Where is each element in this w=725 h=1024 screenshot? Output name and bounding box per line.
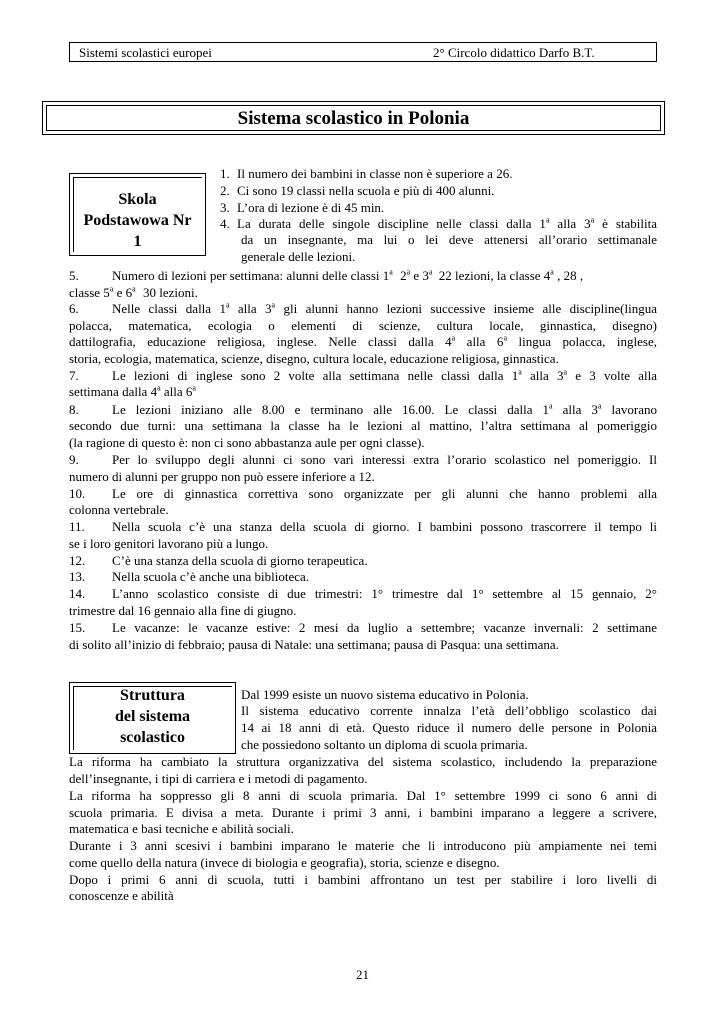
list-item: 8. Le lezioni iniziano alle 8.00 e terminano alle 16.00. Le classi dalla 1$^a$ alla 3$^a$ lavorano xyxy=(69,401,658,417)
school-box-line1: Skola xyxy=(118,191,157,208)
list-item: 4. La durata delle singole discipline nelle classi dalla 1$^a$ alla 3$^a$ è stabilita xyxy=(220,215,657,231)
list-item-cont: storia, ecologia, matematica, scienze, disegno, cultura locale, educazione religiosa, ginnastica. xyxy=(69,351,559,366)
body-line: scuola primaria. E divisa a meta. Durante i primi 3 anni, i bambini imparano a leggere a scrivere, xyxy=(69,805,657,820)
list-item-cont: dattilografia, educazione religiosa, inglese. Nelle classi dalla 4$^a$ alla 6$^a$ lingua polacca, inglese, xyxy=(69,333,658,349)
body-line: Durante i 3 anni scesivi i bambini imparano le materie che li introducono più ampiamente nei temi xyxy=(69,838,657,853)
list-item: 14. L’anno scolastico consiste di due trimestri: 1° trimestre dal 1° settembre al 15 gennaio, 2° xyxy=(69,586,657,601)
list-item: 12. C’è una stanza della scuola di giorno terapeutica. xyxy=(69,553,368,568)
structure-box-line2: del sistema xyxy=(114,708,191,725)
school-box xyxy=(69,173,206,256)
school-box-line3: 1 xyxy=(133,233,142,250)
list-item-cont: da un insegnante, ma lui o lei deve attenersi all’orario settimanale xyxy=(241,232,657,247)
list-item-cont: di solito all’inizio di febbraio; pausa di Natale: una settimana; pausa di Pasqua: una settimana. xyxy=(69,637,559,652)
page-title: Sistema scolastico in Polonia xyxy=(46,105,661,131)
intro-line: 14 ai 18 anni di età. Questo riduce il numero delle persone in Polonia xyxy=(241,720,657,735)
list-item: 6. Nelle classi dalla 1$^a$ alla 3$^a$ gli alunni hanno lezioni successive insieme alle discipline(lingua xyxy=(69,300,657,316)
school-box-line2: Podstawowa Nr xyxy=(83,212,192,229)
body-line: La riforma ha cambiato la struttura organizzativa del sistema scolastico, includendo la preparazione xyxy=(69,754,657,769)
intro-line: che possiedono soltanto un diploma di scuola primaria. xyxy=(241,737,528,752)
list-item: 13. Nella scuola c’è anche una biblioteca. xyxy=(69,569,310,584)
header-right: 2° Circolo didattico Darfo B.T. xyxy=(433,45,595,60)
list-item-cont: (la ragione di questo è: non ci sono abbastanza aule per ogni classe). xyxy=(69,435,425,450)
body-line: matematica e basi tecniche e abilità sociali. xyxy=(69,821,294,836)
list-item-cont: classe 5$^a$ e 6$^a$ 30 lezioni. xyxy=(69,284,198,300)
body-line: Dopo i primi 6 anni di scuola, tutti i bambini affrontano un test per stabilire i loro livelli di xyxy=(69,872,657,887)
list-item-cont: settimana dalla 4$^a$ alla 6$^a$ xyxy=(69,383,196,399)
page-number: 21 xyxy=(356,967,369,982)
structure-box xyxy=(69,682,236,754)
page-header xyxy=(69,42,657,62)
title-box xyxy=(42,101,665,135)
list-item-cont: polacca, matematica, ecologia o elementi di scienze, cultura locale, ginnastica, disegno) xyxy=(69,318,657,333)
list-item: 15. Le vacanze: le vacanze estive: 2 mesi da luglio a settembre; vacanze invernali: 2 settimane xyxy=(69,620,657,635)
list-item-cont: generale delle lezioni. xyxy=(241,249,356,264)
intro-line: Il sistema educativo corrente innalza l’età dell’obbligo scolastico dai xyxy=(241,703,657,718)
list-item: 1. Il numero dei bambini in classe non è superiore a 26. xyxy=(220,166,513,181)
list-item-cont: se i loro genitori lavorano più a lungo. xyxy=(69,536,269,551)
list-item: 3. L’ora di lezione è di 45 min. xyxy=(220,200,385,215)
intro-line: Dal 1999 esiste un nuovo sistema educativo in Polonia. xyxy=(241,687,529,702)
list-item: 2. Ci sono 19 classi nella scuola e più di 400 alunni. xyxy=(220,183,495,198)
body-line: conoscenze e abilità xyxy=(69,888,174,903)
list-item-cont: secondo due turni: una settimana la classe ha le lezioni al mattino, l’altra settimana al pomeriggio xyxy=(69,418,657,433)
body-line: dell’insegnante, i tipi di carriera e i metodi di pagamento. xyxy=(69,771,368,786)
structure-box-line3: scolastico xyxy=(120,729,185,746)
list-item: 9. Per lo sviluppo degli alunni ci sono vari interessi extra l’orario scolastico nel pomeriggio. Il xyxy=(69,452,657,467)
list-item-cont: numero di alunni per gruppo non può essere inferiore a 12. xyxy=(69,469,375,484)
list-item-cont: colonna vertebrale. xyxy=(69,502,169,517)
list-item-cont: trimestre dal 16 gennaio alla fine di giugno. xyxy=(69,603,297,618)
header-left: Sistemi scolastici europei xyxy=(79,45,212,60)
body-line: La riforma ha soppresso gli 8 anni di scuola primaria. Dal 1° settembre 1999 ci sono 6 anni di xyxy=(69,788,657,803)
list-item: 10. Le ore di ginnastica correttiva sono organizzate per gli alunni che hanno problemi alla xyxy=(69,486,657,501)
structure-box-line1: Struttura xyxy=(120,687,185,704)
list-item: 5. Numero di lezioni per settimana: alunni delle classi 1$^a$ 2$^a$ e 3$^a$ 22 lezioni, la classe 4$^a$ , 28 , xyxy=(69,267,584,283)
list-item: 11. Nella scuola c’è una stanza della scuola di giorno. I bambini possono trascorrere il tempo li xyxy=(69,519,657,534)
list-item: 7. Le lezioni di inglese sono 2 volte alla settimana nelle classi dalla 1$^a$ alla 3$^a$ e 3 volte alla xyxy=(69,367,657,383)
body-line: come quello della natura (invece di biologia e geografia), storia, scienze e disegno. xyxy=(69,855,500,870)
